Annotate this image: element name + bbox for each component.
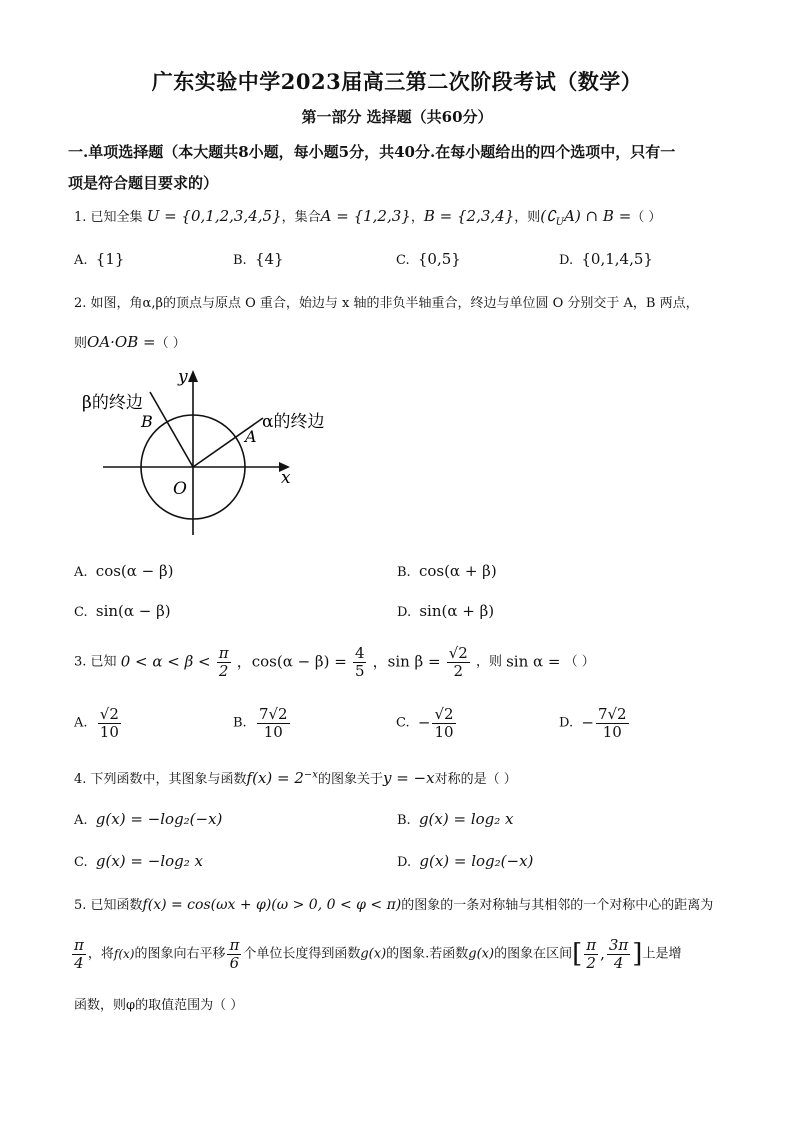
q4-option-a[interactable]: A. g(x) = −log₂(−x) bbox=[74, 810, 223, 828]
question-3: 3. 已知 0 < α < β < $\frac{\pi}{2}$ ，cos(α − β) = $\frac{4}{5}$ ，sin β = $\frac{√2}{2}$ ，则 sin α = （ ） bbox=[74, 644, 595, 680]
q4-function: f(x) = 2 bbox=[246, 769, 304, 787]
q4-option-d[interactable]: D. g(x) = log₂(−x) bbox=[397, 852, 534, 870]
point-b-label: B bbox=[141, 412, 153, 431]
q2-option-c[interactable]: C. sin(α − β) bbox=[74, 602, 171, 620]
q4-line: y = −x bbox=[382, 769, 435, 787]
q2-option-d[interactable]: D. sin(α + β) bbox=[397, 602, 495, 620]
q1-option-d[interactable]: D. {0,1,4,5} bbox=[559, 250, 653, 268]
q2-option-b[interactable]: B. cos(α + β) bbox=[397, 562, 497, 580]
q1-option-a[interactable]: A. {1} bbox=[74, 250, 125, 268]
point-a-label: A bbox=[245, 427, 257, 446]
q4-option-b[interactable]: B. g(x) = log₂ x bbox=[397, 810, 514, 828]
beta-side-label: β的终边 bbox=[82, 393, 143, 413]
question-2-line2: 则OA·OB =（ ） bbox=[74, 333, 186, 351]
q1-option-c[interactable]: C. {0,5} bbox=[396, 250, 461, 268]
q4-option-c[interactable]: C. g(x) = −log₂ x bbox=[74, 852, 203, 870]
q1-universal-set: U = {0,1,2,3,4,5} bbox=[146, 207, 282, 225]
q2-option-a[interactable]: A. cos(α − β) bbox=[74, 562, 174, 580]
unit-circle-figure bbox=[78, 360, 368, 540]
q2-dot-product: OA·OB = bbox=[87, 333, 156, 351]
q3-option-d[interactable]: D. − $\frac{7√2}{10}$ bbox=[559, 705, 627, 741]
section-heading-line1: 一.单项选择题（本大题共8小题，每小题5分，共40分.在每小题给出的四个选项中，只有一 bbox=[68, 143, 676, 161]
section-heading-line2: 项是符合题目要求的） bbox=[68, 174, 219, 192]
q1-set-b: B = {2,3,4} bbox=[423, 207, 515, 225]
q3-option-c[interactable]: C. − $\frac{√2}{10}$ bbox=[396, 705, 454, 741]
question-1: 1. 已知全集 U = {0,1,2,3,4,5}，集合A = {1,2,3}，B = {2,3,4}，则$(∁_UA)$ ∩ B =（ ） bbox=[74, 207, 662, 228]
y-axis-arrow bbox=[188, 370, 198, 382]
question-5-line2: $\frac{\pi}{4}$ ，将f(x)的图象向右平移 $\frac{\pi}{6}$ 个单位长度得到函数g(x)的图象.若函数g(x)的图象在区间[ $\frac{\pi}{2}$ , $\frac{3\pi}{4}$ ]上是增 bbox=[74, 936, 682, 972]
section-subtitle: 第一部分 选择题（共60分） bbox=[301, 108, 493, 126]
q1-set-a: A = {1,2,3} bbox=[320, 207, 411, 225]
answer-blank: （ ） bbox=[631, 210, 662, 225]
q5-function: f(x) = cos(ωx + φ)(ω > 0, 0 < φ < π) bbox=[142, 897, 402, 913]
answer-blank: （ ） bbox=[155, 336, 186, 351]
question-2-line1: 2. 如图，角α,β的顶点与原点 O 重合，始边与 x 轴的非负半轴重合，终边与单位圆 O 分别交于 A，B 两点， bbox=[74, 296, 699, 311]
question-5-line3: 函数，则φ的取值范围为（ ） bbox=[74, 998, 244, 1013]
answer-blank: （ ） bbox=[564, 654, 595, 670]
q3-option-a[interactable]: A. $\frac{√2}{10}$ bbox=[74, 705, 119, 741]
question-5-line1: 5. 已知函数f(x) = cos(ωx + φ)(ω > 0, 0 < φ < π)的图象的一条对称轴与其相邻的一个对称中心的距离为 bbox=[74, 897, 714, 913]
origin-label: O bbox=[173, 479, 187, 499]
q1-option-b[interactable]: B. {4} bbox=[233, 250, 284, 268]
y-axis-label: y bbox=[178, 367, 188, 387]
question-4: 4. 下列函数中，其图象与函数$f(x) = 2^{-x}$的图象关于y = −x对称的是（ ） bbox=[74, 769, 517, 787]
page-title: 广东实验中学2023届高三第二次阶段考试（数学） bbox=[151, 69, 643, 94]
x-axis-label: x bbox=[281, 468, 291, 488]
alpha-side-label: α的终边 bbox=[262, 412, 325, 432]
q1-expression: $(∁_UA)$ ∩ B = bbox=[540, 207, 632, 228]
q3-option-b[interactable]: B. $\frac{7√2}{10}$ bbox=[233, 705, 288, 741]
